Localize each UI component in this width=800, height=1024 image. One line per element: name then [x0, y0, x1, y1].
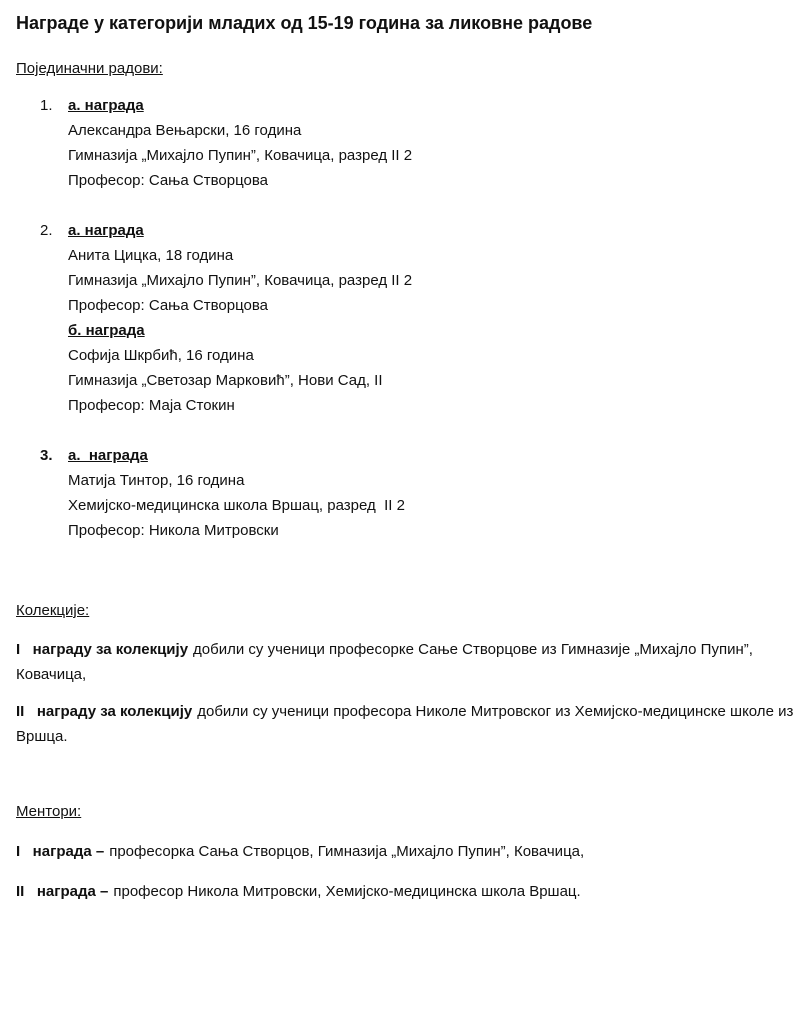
collection-entry-line — [16, 637, 784, 662]
collection-entry-text: добили су ученици професорке Сање Створцове из Гимназије „Михајло Пупин”, — [193, 641, 753, 658]
award-label: а. награда — [68, 222, 144, 239]
award-block — [68, 443, 784, 543]
list-number: 3. — [40, 447, 53, 464]
professor-line: Професор: Маја Стокин — [68, 397, 235, 414]
professor-line: Професор: Никола Митровски — [68, 522, 279, 539]
recipient-line: Софија Шкрбић, 16 година — [68, 347, 254, 364]
list-item-body — [68, 443, 784, 543]
list-item-3 — [16, 443, 784, 543]
list-item-1 — [16, 93, 784, 193]
list-number: 2. — [40, 222, 53, 239]
mentor-entry-text: професорка Сања Створцов, Гимназија „Михајло Пупин”, Ковачица, — [109, 843, 585, 860]
recipient-line: Матија Тинтор, 16 година — [68, 472, 245, 489]
recipient-line: Александра Вењарски, 16 година — [68, 122, 302, 139]
collection-entry-1 — [16, 637, 784, 687]
mentor-entry-lead: II награда – — [16, 883, 109, 900]
mentor-entry-2 — [16, 879, 784, 904]
collection-entry-text: добили су ученици професора Николе Митровског из Хемијско-медицинске школе из — [197, 703, 794, 720]
recipient-line: Анита Цицка, 18 година — [68, 247, 234, 264]
mentor-entry-1 — [16, 839, 784, 864]
collection-entry-lead: I награду за колекцију — [16, 641, 189, 658]
award-label: а. награда — [68, 97, 144, 114]
collection-entry-2 — [16, 699, 794, 749]
award-block — [68, 218, 784, 318]
section-heading-individual: Појединачни радови: — [16, 60, 163, 77]
school-line: Гимназија „Михајло Пупин”, Ковачица, разред II 2 — [68, 272, 413, 289]
school-line: Гимназија „Светозар Марковић”, Нови Сад, II — [68, 372, 383, 389]
section-heading-collections: Колекције: — [16, 602, 90, 619]
professor-line: Професор: Сања Створцова — [68, 172, 268, 189]
list-item-body — [68, 218, 784, 418]
mentor-entry-text: професор Никола Митровски, Хемијско-медицинска школа Вршац. — [113, 883, 581, 900]
award-label: а. награда — [68, 447, 148, 464]
list-item-2 — [16, 218, 784, 418]
award-label: б. награда — [68, 322, 145, 339]
award-block — [68, 318, 784, 418]
collection-entry-line — [16, 699, 794, 724]
school-line: Гимназија „Михајло Пупин”, Ковачица, разред II 2 — [68, 147, 413, 164]
list-item-body — [68, 93, 784, 193]
professor-line: Професор: Сања Створцова — [68, 297, 268, 314]
page-title: Награде у категорији младих од 15-19 година за ликовне радове — [16, 13, 593, 33]
section-heading-mentors: Ментори: — [16, 803, 82, 820]
collection-entry-wrap: Ковачица, — [16, 666, 87, 683]
mentor-entry-lead: I награда – — [16, 843, 105, 860]
collection-entry-lead: II награду за колекцију — [16, 703, 193, 720]
award-block — [68, 93, 784, 193]
individual-award-list — [16, 93, 784, 543]
collection-entry-wrap: Вршца. — [16, 728, 68, 745]
list-number: 1. — [40, 97, 53, 114]
school-line: Хемијско-медицинска школа Вршац, разред II 2 — [68, 497, 405, 514]
